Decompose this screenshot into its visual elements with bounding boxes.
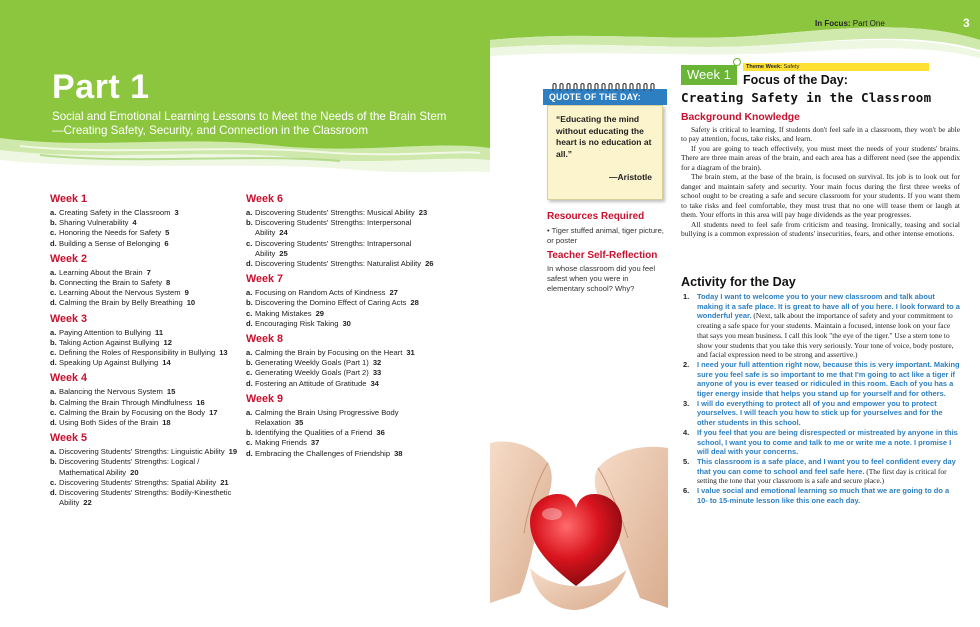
toc-entry-letter: b.: [246, 298, 253, 308]
toc-entry-page: 6: [164, 238, 169, 248]
week-heading: Week 3: [50, 312, 88, 325]
toc-entry-page: 34: [370, 378, 379, 388]
toc-entry-title: Focusing on Random Acts of Kindness: [255, 288, 386, 298]
activity-step-script: Today I want to welcome you to your new classroom and talk about making it a safe place. It is great to have all of you here. I look forward to a wonderful year.: [697, 292, 960, 321]
activity-step: [681, 457, 960, 486]
toc-entry-page: 4: [132, 218, 137, 228]
toc-entry-page: 7: [146, 267, 151, 277]
week-heading: Week 4: [50, 372, 88, 385]
toc-entry-page: 24: [279, 228, 288, 238]
toc-entry-page: 28: [410, 298, 419, 308]
spiral-binding-icon: [549, 83, 661, 92]
toc-entry[interactable]: [246, 218, 436, 238]
toc-entry[interactable]: [246, 438, 436, 448]
toc-entry-page: 37: [310, 438, 320, 448]
theme-label: Theme Week:: [746, 64, 782, 70]
toc-entry-title: Identifying the Qualities of a Friend: [255, 428, 373, 438]
toc-entry-page: 27: [389, 288, 398, 298]
toc-entry[interactable]: [50, 239, 240, 249]
week-heading: Week 9: [246, 392, 284, 405]
toc-entry-letter: b.: [50, 397, 57, 407]
toc-entry-title: Calming the Brain Using Progressive Body Relaxation: [255, 407, 399, 428]
toc-entry-title: Paying Attention to Bullying: [59, 327, 152, 337]
toc-entry-letter: b.: [50, 457, 57, 467]
toc-entry-title: Sharing Vulnerability: [59, 218, 129, 228]
toc-entry-title: Generating Weekly Goals (Part 2): [255, 368, 369, 378]
badge-dot-icon: [733, 58, 741, 66]
toc-entry-page: 14: [162, 358, 171, 368]
toc-entry-letter: c.: [50, 288, 57, 298]
toc-entry[interactable]: [50, 398, 240, 408]
toc-entry[interactable]: [246, 298, 436, 308]
quote-heading: QUOTE OF THE DAY:: [543, 89, 667, 105]
toc-entry-page: 16: [196, 397, 205, 407]
toc-entry[interactable]: [246, 348, 436, 358]
part-title: Part 1: [52, 68, 150, 106]
toc-entry-title: Building a Sense of Belonging: [59, 238, 161, 248]
toc-entry[interactable]: [50, 408, 240, 418]
toc-entry-letter: c.: [246, 308, 253, 318]
toc-entry-title: Discovering Students' Strengths: Naturalist Ability: [255, 259, 422, 269]
toc-entry-letter: a.: [246, 407, 253, 417]
week-heading: Week 2: [50, 252, 88, 265]
toc-entry-title: Encouraging Risk Taking: [255, 318, 339, 328]
toc-entry-title: Discovering Students' Strengths: Bodily-Kinesthetic Ability: [59, 488, 232, 508]
toc-entry-page: 15: [166, 387, 176, 397]
background-heading: Background Knowledge: [681, 112, 800, 123]
toc-entry-page: 38: [394, 448, 403, 458]
toc-entry-letter: a.: [50, 208, 57, 217]
week-heading: Week 7: [246, 273, 284, 286]
toc-entry[interactable]: [246, 428, 436, 438]
toc-entry[interactable]: [246, 368, 436, 378]
page-number: 3: [963, 16, 970, 30]
toc-entry-page: 19: [228, 447, 238, 457]
reflection-heading: Teacher Self-Reflection: [547, 250, 658, 261]
toc-entry-page: 25: [279, 248, 288, 258]
resources-text: • Tiger stuffed animal, tiger picture, or poster: [547, 226, 664, 245]
focus-heading: Focus of the Day:: [743, 73, 848, 87]
toc-entry-letter: b.: [50, 337, 57, 347]
toc-entry-letter: c.: [50, 407, 57, 417]
activity-step-note: (Next, talk about the importance of safety and your commitment to creating a safe space for your students. Maintain a focused, intense look on your face that says you mean business. I call this look "the eye of the tiger." Use a stern tone to show your students that you take this very seriously. Your tone of voice, body posture, and facial expression need to be strong and assertive.): [697, 311, 954, 360]
toc-entry[interactable]: [50, 338, 240, 348]
toc-entry-letter: d.: [246, 259, 253, 269]
activity-step-number: 2.: [683, 359, 690, 369]
toc-entry-letter: d.: [50, 298, 57, 308]
background-paragraph: Safety is critical to learning. If students don't feel safe in a classroom, they won't be able to pay attention, focus, take risks, and learn.: [681, 125, 960, 144]
quote-of-the-day: [543, 83, 667, 201]
activity-step: [681, 399, 960, 428]
toc-entry[interactable]: [50, 387, 240, 397]
toc-entry-page: 3: [174, 208, 179, 217]
toc-entry-letter: d.: [246, 318, 253, 328]
activity-step: [681, 360, 960, 399]
toc-entry[interactable]: [246, 408, 436, 428]
toc-entry-letter: c.: [246, 368, 253, 378]
toc-entry-title: Balancing the Nervous System: [59, 387, 163, 397]
toc-entry-title: Discovering the Domino Effect of Caring Acts: [255, 298, 407, 308]
toc-entry-letter: a.: [246, 288, 253, 298]
toc-entry-title: Discovering Students' Strengths: Linguistic Ability: [59, 447, 225, 457]
toc-entry[interactable]: [246, 379, 436, 389]
toc-entry-page: 20: [130, 467, 139, 477]
week-heading: Week 5: [50, 432, 88, 445]
toc-entry-page: 18: [162, 418, 171, 428]
activity-step: [681, 292, 960, 360]
toc-entry-page: 13: [219, 348, 228, 358]
running-head-label: In Focus:: [815, 19, 851, 28]
toc-entry-letter: a.: [246, 208, 253, 217]
toc-entry-page: 17: [209, 407, 218, 417]
toc-entry-letter: b.: [50, 278, 57, 288]
toc-entry[interactable]: [50, 278, 240, 288]
activity-step-note: (The first day is critical for setting the tone that your classroom is a safe and secure place.): [697, 466, 947, 486]
week-heading: Week 1: [50, 193, 88, 205]
toc-entry-page: 33: [372, 368, 382, 378]
toc-entry[interactable]: [246, 358, 436, 368]
toc-entry-page: 26: [425, 259, 434, 269]
activity-step: [681, 486, 960, 505]
toc-entry[interactable]: [246, 319, 436, 329]
background-body: [681, 125, 960, 238]
toc-entry-title: Making Mistakes: [255, 308, 312, 318]
activity-step-number: 6.: [683, 486, 690, 496]
toc-entry-letter: a.: [50, 327, 57, 337]
toc-entry[interactable]: [50, 228, 240, 238]
toc-entry-title: Taking Action Against Bullying: [59, 337, 160, 347]
quote-author: —Aristotle: [609, 172, 652, 182]
activity-step-script: I value social and emotional learning so much that we are going to do a 10- to 15-minute lesson like this one each day.: [697, 486, 950, 505]
toc-entry-title: Honoring the Needs for Safety: [59, 228, 162, 238]
activity-step: [681, 428, 960, 457]
toc-entry-letter: d.: [50, 358, 57, 368]
toc-entry-title: Discovering Students' Strengths: Interpersonal Ability: [255, 218, 412, 238]
toc-entry[interactable]: [50, 488, 240, 508]
toc-entry[interactable]: [246, 208, 436, 218]
toc-entry[interactable]: [50, 418, 240, 428]
toc-entry-letter: d.: [246, 448, 253, 458]
toc-entry-title: Defining the Roles of Responsibility in Bullying: [59, 348, 216, 358]
toc-entry-page: 21: [220, 477, 229, 487]
toc-entry-title: Connecting the Brain to Safety: [59, 278, 163, 288]
toc-entry[interactable]: [246, 288, 436, 298]
toc-entry-letter: b.: [246, 358, 253, 368]
toc-entry-title: Speaking Up Against Bullying: [59, 358, 159, 368]
toc-entry-title: Using Both Sides of the Brain: [59, 418, 159, 428]
running-head-part: Part One: [850, 19, 885, 28]
activity-heading: Activity for the Day: [681, 275, 796, 289]
toc-entry[interactable]: [50, 457, 240, 477]
toc-entry[interactable]: [50, 358, 240, 368]
background-paragraph: The brain stem, at the base of the brain, is focused on survival. Its job is to look out for danger and maintain safety and security. Your main focus during the first three weeks of school ought to be creating a safe and secure classroom for your students. If you want them to take risks and feel comfortable, they must trust that no one will tease them or laugh at them. Your efforts in this area will pay huge dividends as the year progresses.: [681, 172, 960, 220]
toc-entry[interactable]: [246, 309, 436, 319]
activity-step-script: If you feel that you are being disrespected or mistreated by anyone in this school, I want you to come and talk to me or write me a note. I promise I will deal with your concerns.: [697, 427, 958, 457]
toc-column-1: [50, 193, 240, 508]
activity-step-script: I will do everything to protect all of you and empower you to protect yourselves. I will teach you how to stick up for yourselves and for the other students in this school.: [697, 398, 943, 428]
toc-entry-letter: d.: [50, 238, 57, 248]
toc-entry-title: Embracing the Challenges of Friendship: [255, 448, 391, 458]
activity-step-number: 1.: [683, 292, 690, 301]
theme-value: Safety: [781, 64, 800, 70]
theme-week-strip: [743, 63, 929, 71]
activity-step-script: This classroom is a safe place, and I want you to feel confident every day that you can come to school and feel safe here.: [697, 456, 956, 476]
toc-entry[interactable]: [50, 288, 240, 298]
activity-step-number: 5.: [683, 456, 690, 466]
toc-entry[interactable]: [50, 348, 240, 358]
toc-entry-title: Learning About the Brain: [59, 267, 143, 277]
toc-entry-page: 30: [342, 318, 351, 328]
toc-entry-letter: c.: [50, 477, 57, 487]
toc-entry[interactable]: [50, 218, 240, 228]
toc-entry-title: Generating Weekly Goals (Part 1): [255, 358, 369, 368]
toc-entry[interactable]: [50, 328, 240, 338]
focus-title: Creating Safety in the Classroom: [681, 90, 932, 105]
week-heading: Week 8: [246, 333, 284, 346]
activity-list: [681, 292, 960, 505]
part-subtitle: Social and Emotional Learning Lessons to Meet the Needs of the Brain Stem—Creating Safety, Security, and Connection in the Classroom: [52, 110, 447, 137]
toc-entry[interactable]: [50, 208, 240, 218]
toc-entry-letter: a.: [50, 447, 57, 457]
toc-entry-title: Calming the Brain by Belly Breathing: [59, 298, 183, 308]
toc-entry[interactable]: [246, 449, 436, 459]
toc-entry-title: Creating Safety in the Classroom: [59, 208, 171, 217]
toc-entry-page: 35: [294, 418, 304, 428]
week-heading: Week 6: [246, 193, 284, 205]
toc-entry-title: Calming the Brain by Focusing on the Heart: [255, 348, 403, 358]
toc-entry-letter: a.: [50, 267, 57, 277]
resources-heading: Resources Required: [547, 211, 645, 222]
activity-step-number: 3.: [683, 398, 690, 408]
background-paragraph: All students need to feel safe from criticism and teasing. Ironically, teasing and social bullying is a common expression of students' insecurities, fears, and other intense emotions.: [681, 219, 960, 238]
toc-entry-page: 31: [406, 348, 415, 358]
toc-entry-page: 29: [315, 308, 325, 318]
quote-text: “Educating the mind without educating the heart is no education at all.”: [556, 114, 652, 159]
toc-entry-title: Calming the Brain by Focusing on the Body: [59, 407, 206, 417]
activity-step-number: 4.: [683, 427, 690, 437]
toc-entry-letter: c.: [246, 438, 253, 448]
toc-entry[interactable]: [50, 298, 240, 308]
toc-entry-title: Calming the Brain Through Mindfulness: [59, 397, 193, 407]
reflection-text: In whose classroom did you feel safest when you were in elementary school? Why?: [547, 264, 656, 293]
right-page: [490, 0, 980, 627]
toc-entry-page: 32: [372, 358, 382, 368]
toc-entry-title: Discovering Students' Strengths: Logical / Mathematical Ability: [59, 457, 200, 477]
toc-entry-letter: a.: [50, 387, 57, 397]
toc-entry[interactable]: [50, 447, 240, 457]
week-badge: Week 1: [681, 65, 737, 85]
toc-entry-letter: a.: [246, 348, 253, 358]
toc-entry[interactable]: [246, 259, 436, 269]
toc-entry-page: 23: [418, 208, 428, 217]
toc-entry[interactable]: [246, 239, 436, 259]
quote-card: [547, 105, 663, 200]
toc-entry-title: Discovering Students' Strengths: Musical Ability: [255, 208, 415, 217]
toc-entry-letter: d.: [246, 378, 253, 388]
toc-entry-page: 8: [166, 278, 171, 288]
toc-entry-page: 22: [83, 498, 92, 508]
toc-entry-letter: b.: [246, 218, 253, 228]
toc-entry-letter: b.: [50, 218, 57, 228]
toc-entry[interactable]: [50, 268, 240, 278]
hands-heart-photo: [490, 418, 668, 627]
toc-entry-letter: d.: [50, 418, 57, 428]
toc-entry-page: 36: [376, 428, 385, 438]
background-paragraph: If you are going to teach effectively, you must meet the needs of your students' brains. There are three main areas of the brain, and each area has a different need (see the appendix for a diagram of the brain).: [681, 143, 960, 172]
toc-column-2: [246, 193, 436, 459]
activity-step-script: I need your full attention right now, because this is very important. Making sure you feel safe is so important to me that I'm going to act like a tiger if anyone of you is ever teased or ridiculed in this room. Each of you has a tiger energy inside that helps you stand up for yourself and for others.: [697, 359, 960, 399]
toc-entry-page: 10: [186, 298, 196, 308]
toc-entry-letter: d.: [50, 488, 57, 498]
toc-entry-title: Making Friends: [255, 438, 307, 448]
toc-entry-letter: c.: [246, 238, 253, 248]
toc-entry-letter: c.: [50, 228, 57, 238]
toc-entry-page: 9: [184, 288, 189, 298]
toc-entry-title: Fostering an Attitude of Gratitude: [255, 378, 367, 388]
toc-entry-page: 12: [163, 337, 172, 347]
toc-entry-letter: b.: [246, 428, 253, 438]
toc-entry[interactable]: [50, 478, 240, 488]
toc-entry-page: 5: [165, 228, 170, 238]
toc-entry-title: Discovering Students' Strengths: Intrapersonal Ability: [255, 238, 412, 258]
toc-entry-title: Learning About the Nervous System: [59, 288, 181, 298]
running-head: [815, 19, 885, 28]
toc-entry-letter: c.: [50, 348, 57, 358]
toc-entry-page: 11: [155, 327, 164, 337]
toc-entry-title: Discovering Students' Strengths: Spatial Ability: [59, 477, 217, 487]
